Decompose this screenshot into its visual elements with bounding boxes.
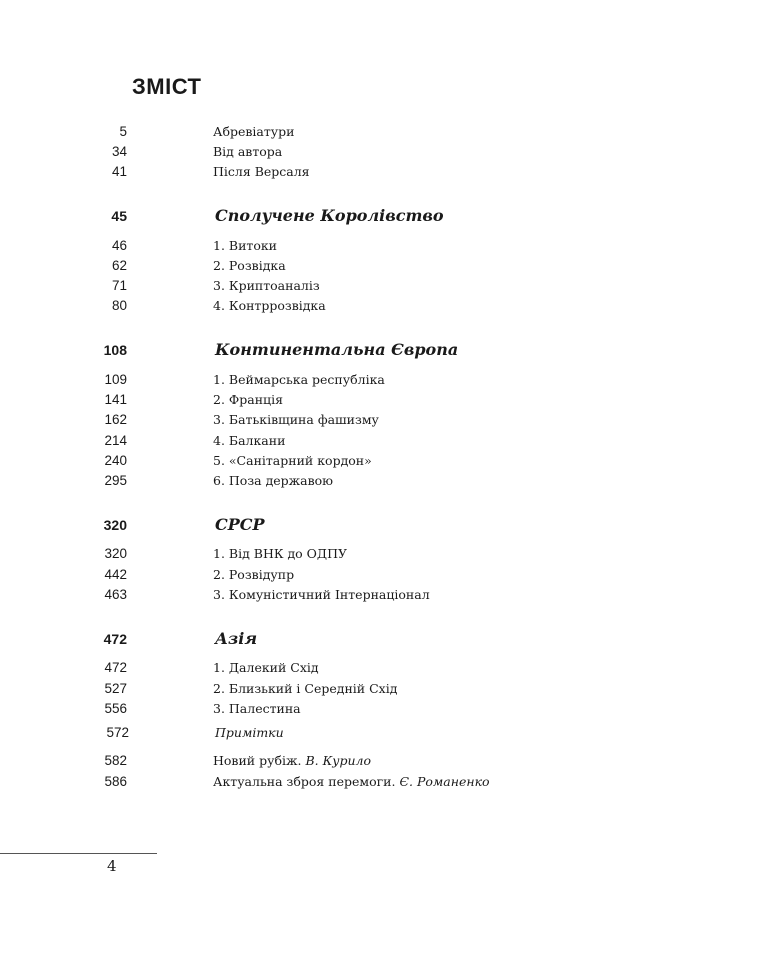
toc-entry-title: Абревіатури (213, 124, 295, 139)
toc-page-number: 295 (104, 473, 127, 488)
toc-entry-title (213, 772, 490, 792)
toc-notes-entry[interactable] (0, 723, 700, 743)
page-title: ЗМІСТ (132, 74, 202, 99)
toc-entry[interactable] (0, 751, 700, 771)
toc-entry-title: 4. Контррозвідка (213, 298, 326, 313)
toc-entry-title: 2. Франція (213, 392, 283, 407)
toc-page-number: 41 (111, 164, 127, 179)
toc-section-title: Континентальна Європа (215, 340, 459, 359)
toc-section-page-number: 472 (103, 631, 127, 647)
toc-entry[interactable] (0, 410, 700, 430)
toc-entry-title: 1. Витоки (213, 238, 278, 253)
toc-section-title: Сполучене Королівство (215, 206, 444, 225)
toc-entry[interactable] (0, 699, 700, 719)
toc-page-number: 46 (111, 238, 127, 253)
toc-entry[interactable] (0, 162, 700, 182)
toc-entry[interactable] (0, 471, 700, 491)
toc-entry-title: 1. Веймарська республіка (213, 372, 385, 387)
toc-page-number: 527 (104, 681, 127, 696)
toc-entry[interactable] (0, 390, 700, 410)
toc-entry-title: 4. Балкани (213, 433, 286, 448)
toc-page-number: 5 (119, 124, 127, 139)
toc-page-number: 162 (104, 412, 127, 427)
toc-entry-title: 2. Розвідупр (213, 567, 295, 582)
toc-entry[interactable] (0, 370, 700, 390)
toc-section-heading[interactable] (0, 204, 700, 224)
toc-entry-title: 1. Далекий Схід (213, 660, 319, 675)
toc-entry[interactable] (0, 451, 700, 471)
toc-entry[interactable] (0, 296, 700, 316)
toc-entry-title: 3. Палестина (213, 701, 301, 716)
toc-entry-title: Від автора (213, 144, 283, 159)
toc-page-number: 141 (104, 392, 127, 407)
toc-page-number: 582 (104, 753, 127, 768)
toc-entry[interactable] (0, 236, 700, 256)
toc-entry[interactable] (0, 772, 700, 792)
toc-entry-title: 6. Поза державою (213, 473, 334, 488)
toc-entry[interactable] (0, 276, 700, 296)
toc-entry-title: 1. Від ВНК до ОДПУ (213, 546, 348, 561)
toc-entry[interactable] (0, 565, 700, 585)
toc-page-number: 62 (111, 258, 127, 273)
toc-page-number: 586 (104, 774, 127, 789)
toc-page-number: 71 (111, 278, 127, 293)
toc-entry-title: 2. Розвідка (213, 258, 286, 273)
toc-entry[interactable] (0, 679, 700, 699)
footer-divider (0, 853, 157, 854)
toc-page-number: 556 (104, 701, 127, 716)
toc-section-page-number: 108 (103, 342, 127, 358)
toc-entry-text: Актуальна зброя перемоги. (213, 774, 396, 789)
page-number: 4 (107, 857, 117, 875)
toc-entry-author: В. Курило (305, 753, 372, 768)
toc-page-number: 80 (111, 298, 127, 313)
toc-entry-title: 3. Комуністичний Інтернаціонал (213, 587, 430, 602)
toc-entry-text: Новий рубіж. (213, 753, 302, 768)
toc-section-page-number: 45 (111, 208, 127, 224)
toc-page-number: 240 (104, 453, 127, 468)
toc-entry-title: Примітки (215, 725, 284, 740)
toc-entry[interactable] (0, 142, 700, 162)
toc-entry[interactable] (0, 544, 700, 564)
toc-entry[interactable] (0, 658, 700, 678)
toc-section-heading[interactable] (0, 627, 700, 647)
toc-entry-title: 3. Криптоаналіз (213, 278, 320, 293)
toc-page-number: 572 (106, 725, 129, 740)
toc-entry-title: Після Версаля (213, 164, 310, 179)
toc-section-heading[interactable] (0, 338, 700, 358)
toc-page-number: 442 (104, 567, 127, 582)
toc-entry-title: 5. «Санітарний кордон» (213, 453, 372, 468)
toc-entry-title: 2. Близький і Середній Схід (213, 681, 398, 696)
toc-page-number: 214 (104, 433, 127, 448)
toc-entry[interactable] (0, 256, 700, 276)
toc-entry-title: 3. Батьківщина фашизму (213, 412, 379, 427)
toc-section-heading[interactable] (0, 513, 700, 533)
toc-entry-title (213, 751, 371, 771)
toc-section-title: СРСР (215, 515, 265, 534)
toc-section-title: Азія (215, 629, 258, 648)
toc-page-number: 320 (104, 546, 127, 561)
toc-entry-author: Є. Романенко (399, 774, 490, 789)
toc-section-page-number: 320 (103, 517, 127, 533)
toc-page-number: 463 (104, 587, 127, 602)
toc-page-number: 109 (104, 372, 127, 387)
toc-entry[interactable] (0, 122, 700, 142)
toc-entry[interactable] (0, 431, 700, 451)
toc-page-number: 472 (104, 660, 127, 675)
toc-entry[interactable] (0, 585, 700, 605)
toc-page-number: 34 (111, 144, 127, 159)
